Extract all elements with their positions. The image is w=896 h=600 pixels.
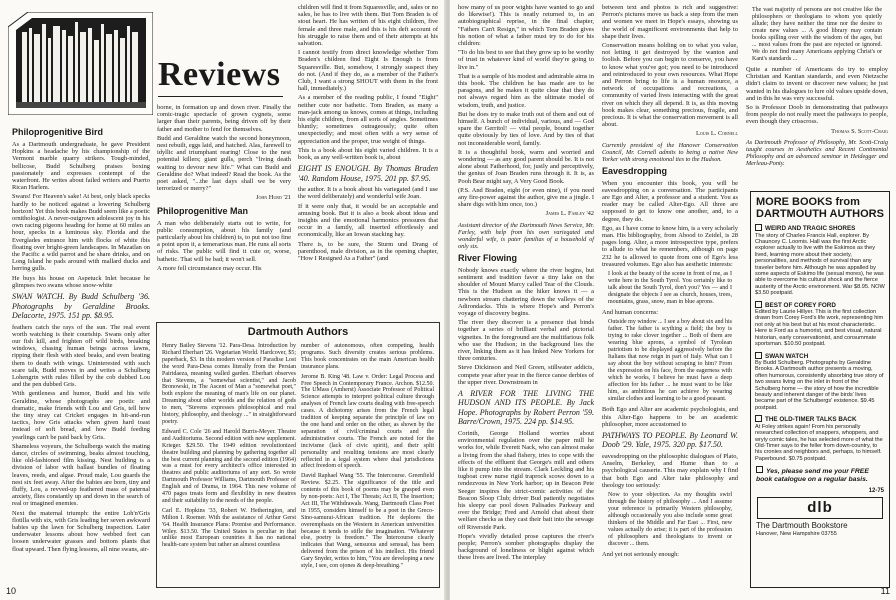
paragraph: eavesdropping on the philosophic dialogues of Plato, Anselm, Berkeley, and Hume than to a psychological causerie. This may explain why I find that both Ego and Alter take philosophy and theology too seriously: [602, 452, 738, 489]
ad-title: MORE BOOKS from DARTMOUTH AUTHORS [756, 196, 884, 220]
author-entry: David Raphael Wang '55. The Intercourse. Greenfield Review. $2.25. The significance of the title and contents of this book of poems may be grasped even by non-poets: Act I, The Threats; Act II, The Insertion; Act III, The Withdrawals. Wang, Dartmouth Class Poet in 1955, considers himself to be a poet in the Greco-Sino-samurai-African tradition. He deplores the overemphasis on the Western in American universities because it tends to stifle the imagination. "Whatever else, poetry is freedom." The Intercourse clearly indicates that Wang, sensuous and sensual, has been delivered from the prison of his intellect. His friend Gary Snyder, writes to him, "You are developing a new style, I see, con ojones & deep-breathing." [301, 473, 434, 570]
ad-closing-text: Yes, please send me your FREE book catalogue on a regular basis. [756, 468, 869, 484]
review-heading: Eavesdropping [602, 165, 668, 176]
ad-book-title: BEST OF COREY FORD [765, 301, 836, 309]
paragraph: He buys his house on Aspetuck Inlet because he glimpses two swans whose snow-white [12, 274, 150, 289]
right-column-1 [458, 4, 594, 564]
box-title: Dartmouth Authors [247, 326, 349, 338]
authors-left-column [162, 343, 296, 552]
paragraph: And yet not seriously enough: [602, 550, 680, 558]
author-entry: Jerome B. King '48. Law v. Order: Legal Process and Free Speech in Contemporary France. Archon. $12.50. The UMass (Amherst) Associate Professor of Political Science attempts to interpret political culture through analyses of French law courts dealing with free-speech cases. A dichotomy arises from the French legal tradition of keeping separate the principle of law on the one hand and order on the other, as shown by the separation of civil/criminal courts and the administrative courts. The French are noted for the incivisme (lack of civic spirit), and their split personality and resulting tensions are most clearly reflected in a legal system where dual jurisdictions affect freedom of speech. [301, 373, 434, 470]
ad-closing[interactable] [756, 466, 884, 484]
title-rule [158, 96, 283, 97]
logo-lettering: dlb [807, 499, 833, 517]
paragraph: between text and photos is rich and suggestive: Perron's pictures move us back a step from the men and women we meet in Hope's essays, showing us the world of magnificent environments that help to shape their lives. [602, 4, 738, 40]
ad-book-text: Edited by Laurie Hillyer. This is the first collection drawn from Corey Ford's life work, representing him not only at his best but at his most characteristic. Here is Ford as a humorist, and best visual, natural historian, early conservationist, and consummate sportsman. $10.50 postpaid. [755, 309, 884, 348]
ad-book-title: SWAN WATCH [765, 352, 809, 360]
paragraph: A man who deliberately starts out to write, for public consumption, about his family (and particularly about his children) is, to put not too fine a point upon it, a temerarious man. He runs all sorts of risks. The public will find it cute or, worse, bathetic. That will be bad; it won't sell. [157, 219, 291, 263]
paragraph: If it were only that, it would be an acceptable and amusing book. But it is also a book about ideas and insights and the emotional harmonics pressures that occur in a family, all inserted effortlessly and economically, like an Iowan stacking hay. [298, 202, 438, 239]
page-number: 10 [6, 586, 17, 596]
reviews-header [8, 12, 283, 115]
left-column-3 [298, 4, 438, 318]
paragraph: When you encounter this book, you will be eavesdropping on a conversation. The participants are Ego and Alter, a professor and a student. You as reader may be called Alter-Ego. All three are supposed to get to know one another, and, to a degree, they do. [602, 179, 738, 223]
paragraph: Budd and Geraldine watch the second honeymoon, nest rebuilt, eggs laid, and hatched. Alas, farewell to idyllic and triumphant rearing! Close to the nest potential killers; giant gulls, perch "living death waiting to devour new life." What can Budd and Geraldine do? What indeed? Read the book. As the poet asked, "...the last days shall we be very terrorized or merry?" [157, 134, 291, 193]
paragraph: There is, to be sure, the Sturm und Drang of parenthood, male division, as in the opening chapter, "How I Resigned As a Father" (and [298, 240, 438, 263]
review-heading: Philoprogenitive Bird [12, 127, 104, 137]
paragraph: As a Dartmouth undergraduate, he gave President Hopkins a headache by his championship of the Vermont marble quarry strikers. Tough-minded, bellicose, Budd Schulberg praises boxing passionately and expresses contempt of the waterfront. He writes about failed writers and Puerto Rican Harlem. [12, 141, 150, 192]
paragraph: borne, in formation up and down river. Finally the comic-tragic spectacle of grown cygnets, some larger than their parents, being driven off by their father and mother to fend for themselves. [157, 104, 291, 133]
paragraph: A more fell circumstance may occur. His [157, 264, 262, 272]
bookstore-name: The Dartmouth Bookstore [756, 521, 848, 531]
left-page [0, 0, 446, 600]
paragraph: That is a sample of his modest and admirable aims in this book. The children he has made are to be paragons, and he makes it quite clear that they do not always regard him as the ultimate model of wisdom, truth, and justice. [458, 72, 594, 109]
paragraph: "To do his best to see that they grow up to be worthy of trust in whatever kind of world they're going to live in." [458, 49, 594, 71]
paragraph: children will find it from Squaresville, and, sales or no sales, he has to live with them. But Tom Braden is of stout heart. He has written of his eight children, five female and three male, and this is his deft account of his struggle to raise them and of their attempts at his salvation. [298, 4, 438, 48]
paragraph: Shameless voyeurs, the Schulbergs watch the mating dance, circles of swimming, beaks almost touching, like old-fashioned film kissing. Nest building is a division of labor with ballast bundles of floating leaves, reeds, and algae. Proud male, Lou guards the nest six feet away. After the babies are born, tiny and fluffy, Lou, a revved-up feathered mass of paternal anxiety, flies constantly up and down in the search of real or imagined enemies. [12, 442, 150, 508]
paragraph: And human concerns: [602, 309, 659, 317]
bookstore-logo [757, 497, 883, 519]
paragraph: Ego, as I have come to know him, is a very scholarly man. His bibliography, from Abood to Zeidel, is 28 pages long. Alter, a more introspective type, prefers to allude to what he remembers, although on page 232 he is allowed to quote from one of Ego's less treasured volumes. Ego also has aesthetic interests: [602, 224, 738, 268]
author-entry: Edward C. Cole '26 and Harold Burris-Meyer. Theatre and Auditoriums. Second edition with new supplement. Krieger. $29.50. The 1949 edition revolutionized theatre building and planning by gathering together all the best current planning and the second edition (1964) was a must for every architect's office interested in theatres and public auditoriums of any sort. So wrote Dartmouth Professor Williams, Dartmouth Professor of English and of Drama, in 1964. This new volume of 470 pages treats form and flexibility in new theatres and their suitability to the needs of the people. [162, 428, 296, 504]
block-quote: The vast majority of persons are not creative like the philosophers or theologians to whom you quietly allude; they have neither the time nor the desire to create new values ... A good library may contain books spilling over with the wisdom of the ages, but ... most values from the past are rejected or ignored. We do not find many Americans applying Christ's or Kant's standards ... [752, 7, 882, 62]
reviewer-signature: Louis L. Cornell [696, 130, 738, 138]
ad-book-text: The story of Charles Francis Hall, explorer. By Chauncey C. Loomis. Hall was the first Arctic explorer actually to live with the Eskimos as they lived, learning more about their society, personalities, and methods of survival than any traveler before him. Although he was appalled by some aspects of Eskimo life (sexual mores), he was able to overcome his cultural shock and the fierce austerity of the Arctic environment. War $8.95. NOW $3.50 postpaid. [755, 232, 885, 297]
more-books-ad [750, 191, 890, 588]
left-column-1 [12, 125, 150, 555]
book-citation: PATHWAYS TO PEOPLE. By Leonard W. Doob '29. Yale, 1975. 320 pp. $17.50. [602, 430, 738, 450]
book-citation: SWAN WATCH. By Budd Schulberg '36. Photographs by Geraldine Brooks. Delacorte, 1975. 151 pp. $8.95. [12, 292, 150, 321]
paragraph: It is a thoughtful book, warm and worried and wondering — as any good parent should be. It is not alone about Fatherhood, for, justly and perceptively, the genius of Joan Braden runs through it. It is, as Pooh Bear might say, A Very Good Book. [458, 148, 594, 185]
paragraph: With gentleness and humor, Budd and his wife Geraldine, whose photographs are poetic and dramatic, make friends with Lou and Gris, tell how the tiny stray cat Cricket engages in hit-and-run tactics, how Gris attacks when given hard toast instead of soft bread, and how Budd feeding yearlings can't be paid back by Gris. [12, 390, 150, 441]
author-entry: Henry Bailey Stevens '12. Para-Desa. Introduction by Richard Eberhart '26. Vegetarian World. Hardcover, $5; paperback, $3. In this modern version of Paradise Lost the word Para-Desa comes literally from the Persian Pairidaeza, meaning walled garden. Eberhart observes that Stevens, a "somewhat scientist," and Jacob Bronowski, in The Ascent of Man a "somewhat poet," both explore the meaning of man's life on our planet. Dreaming about other worlds and the relation of gods to men, "Stevens expresses philosophical and real history, philosophy, and theology ..." in straightforward poetry. [162, 343, 296, 425]
reviewer-note: As Dartmouth Professor of Philosophy, Mr. Scott-Craig taught courses in Aesthetics and Recent Continental Philosophy and an advanced seminar in Heidegger and Merleau-Ponty. [746, 138, 888, 167]
left-column-2 [157, 104, 291, 274]
ad-book-item[interactable] [755, 352, 885, 412]
right-column-3 [746, 4, 888, 170]
block-quote: I look at the beauty of the scene in front of me, as I write here in the South Tyrol. You certainly like to talk about the South Tyrol, don't you? Yes — and I designate the objects I see as church, houses, trees, mountains, grass, snow, man in blue aprons. [608, 271, 732, 306]
authors-right-column [301, 343, 434, 573]
paragraph: But he does try to make truth out of them and out of himself. A bunch of individual, various, and — God spare the Gerritol! — vital people, bound together quite obviously by ties of love. And by ties of that not inconsiderable word, family. [458, 110, 594, 147]
ad-book-title: THE OLD-TIMER TALKS BACK [765, 416, 857, 424]
paragraph: As a member of the reading public, I found "Eight" neither cute nor bathetic. Tom Braden, as many a man-jack among us knows, comes at things, including his eight children, from all sorts of angles. Sometimes bluntly; sometimes outrageously; quite often unexpectedly; and most often with a wry sense of appreciation and the proper, true weight of things. [298, 94, 438, 145]
bookstore-address: Hanover, New Hampshire 03755 [756, 531, 837, 538]
paragraph: Both Ego and Alter are academic psychologists, and this Alter-Ego happens to be an academic philosopher, more accustomed to [602, 406, 738, 428]
dartmouth-authors-box [156, 322, 440, 588]
section-title: Reviews [158, 56, 281, 93]
paragraph: Hope's vividly detailed prose captures the river's people; Perron's somber photographs display the background of loneliness or blight against which these lives are lived. The interplay [458, 532, 594, 562]
reviewer-signature: John Hurd '21 [256, 194, 291, 202]
ad-code: 12-75 [868, 488, 884, 495]
ad-book-item[interactable] [755, 301, 885, 348]
reviewer-note: Assistant director of the Dartmouth News Service, Mr. Farley, with help from his own variegated and wonderful wife, is pater familias of a household of only six. [458, 221, 594, 250]
paragraph: This is a book about his eight varied children. It is a book, as any well-written book is, about [298, 146, 438, 162]
paragraph: I cannot testify from direct knowledge whether Tom Braden's children find Eight Is Enough is from Squaresville. But, somehow, I strongly suspect they do not. (And if they do, as a member of the Father's Club, I want a strong SHOUT with them in the front hall, immediately.) [298, 49, 438, 93]
paragraph: The river they discover is a presence that binds together a series of brilliant verbal and pictorial vignettes. In the foreground are the multifarious folk who use the Hudson; in the background lies the river, linking them as it has linked New Yorkers for three centuries. [458, 319, 594, 363]
right-page [450, 0, 896, 600]
reviewer-signature: Thomas S. Scott-Craig [831, 127, 888, 135]
bookshelf-illustration [8, 12, 153, 115]
block-quote: Now to your objection. As my thoughts swirl through the history of philosophy ... And I assume your reference is primarily Western philosophy, although occasionally you also include some great thinkers of the Middle and Far East ... First, new values actually do arise; it is part of the profession of philosophers and theologians to invent or discover ... them. [608, 491, 732, 547]
checkbox-icon[interactable] [755, 224, 762, 231]
paragraph: So is Professor Doob in demonstrating that pathways from people do not really meet the pathways to people, even though they crisscross. [746, 104, 888, 126]
paragraph: Corinth, George Holland worries about environmental regulation over the paper mill he works for, while Everett Nack, who can almost make a living from the shad fishery, tries to cope with the effects of the effluent that George's mill and others like it pump into the stream. Clark Leckling and his tugboat crew nurse rigid traprock scows down to a rendezvous in New York harbor; up in Beacon Pete Seeger inspires the strict-comic activities of the Beacon Sloop Club; driver Bud patiently negotiates his sleepy car pool down Palisades Parkway and over the Bridge; Fred and Arnold chat about their welfare checks as they cast their bait into the sewage off Riverside Park. [458, 429, 594, 531]
review-heading: Philoprogenitive Man [157, 205, 249, 216]
paragraph: Steve Dickinson and Neil Green, stillwater addicts, compete year after year in the fierce canoe derbies of the upper river. Downstream in [458, 364, 594, 386]
paragraph: Conservation means holding on to what you value, not letting it get destroyed by the wanton and foolish. Before you can begin to conserve, you have to know what you've got; you need to be introduced and reintroduced to your own resources. What Hope and Perron bring to life is a human resource, a network of occupations and recreations, a community of varied lives interacting with the great river on which they all depend. It is, as this moving book makes clear, something precious, fragile, and precious. It is what the conservation movement is all about. [602, 42, 738, 129]
reviewer-note: Currently president of the Hanover Conservation Council, Mr. Cornell admits to being a native New Yorker with strong emotional ties to the Hudson. [602, 141, 738, 163]
checkbox-icon[interactable] [756, 466, 763, 473]
paragraph: Nobody knows exactly where the river begins, but sentiment and tradition favor a tiny lake on the shoulder of Mount Marcy called Tear of the Clouds. This is the Hudson as the hiker knows it — a newborn stream chattering down the valleys of the Adirondacks. This is where Hope's and Perron's voyage of discovery begins. [458, 266, 594, 317]
paragraph: (P.S. And Braden, eight (or even nine), if you need any fire-power against the author, give me a jingle. I share digs with him once, too.) [458, 186, 594, 209]
review-heading: River Flowing [458, 252, 518, 263]
author-entry: number of autonomous, often competing, health programs. Such diversity creates serious problems. This book concentrates on the main American health insurance plans. [301, 343, 434, 370]
checkbox-icon[interactable] [755, 301, 762, 308]
paragraph: feathers catch the rays of the sun. The real event worth watching is their courtship. Swans only after our fish kill, and frighten off wild birds, breaking windows, chasing human beings across lawns, ripping their flesh with steel beaks, and even beating them to death with wings. Uninterested with such scare talk, Budd moves in and writes a Schulberg Lohengrin with rules filled by the cob dubbed Lou and the pen dubbed Gris. [12, 323, 150, 389]
ad-book-text: At Foley strikes again! From his personally researched collection of snappers, whoppers, and wryly comic tales, he has selected more of what the Old-Timer says to the feller from down-country, to his cronies and neighbors and, perhaps, to himself. Paperbound. $0.75 postpaid. [755, 423, 883, 462]
book-citation: EIGHT IS ENOUGH. By Thomas Braden '40. Random House, 1975. 201 pp. $7.95. [298, 164, 438, 183]
paragraph: Next the maternal triumph: the entire Loh'n'Gris flotilla with six, with Gris leading her seven awkward babies up the lawn for Schulberg inspection. Later underwater lessons about how webbed feet can loosen underwater grasses and bottom plants that float upward. Then flying lessons, all nine swans, air- [12, 509, 150, 553]
paragraph: the author. It is a book about his variegated (and I use the word deliberately) and wonderful wife Joan. [298, 186, 438, 201]
author-entry: Carl E. Hopkins '33, Robert W. Hetherington, and Milton I. Roemer. With the assistance of Arthur Gerst '64. Health Insurance Plans: Promise and Performance. Wiley. $13.50. The United States is peculiar in that unlike most European countries it has no national health-care system but rather an almost countless [162, 507, 296, 549]
paragraph: Quite a number of Americans do try to employ Christian and Kantian standards, and even Nietzsche didn't claim to invent or discover new values; he just wanted in his dialogues to lure old values upside down, and in this he was very successful. [746, 66, 888, 102]
page-number: 11 [880, 586, 890, 596]
right-column-2 [602, 4, 738, 560]
paragraph: Swans! For Heaven's sake! At best, only black specks hardly to be noticed against a lowering Schulberg horizon! Yet this book makes Budd seem like a poetic ornithologist. A never-outgrown adolescent joy in his own racing pigeons heading for home at 60 miles an hour, specks in a luminous sky. Florida and the Everglades entrance him with flocks of white ibis floating over bright-green landscapes. In Mazatlan on the Pacific a wild parrot and he share drinks, and on Long Island he pads around with mallard ducks and herring gulls. [12, 193, 150, 273]
reviewer-signature: James L. Farley '42 [545, 210, 594, 218]
ad-book-item[interactable] [755, 415, 885, 462]
paragraph: how many of us poor wights have wanted to go and do likewise!). This is neatly returned to, in an autobiographical reprise, in the final chapter, "Fathers Can't Resign," in which Tom Braden gives his notion of what a father must try to do for his children: [458, 4, 594, 48]
ad-book-text: By Budd Schulberg. Photographs by Geraldine Brooks. A Dartmouth author presents a moving, often humorous, consistently absorbing true story of two swans living on the inlet in front of the Schulberg home — the story of how the incredible beauty and inherent danger of the birds' lives became part of the Schulbergs' existence. $9.45 postpaid. [755, 360, 884, 411]
checkbox-icon[interactable] [755, 415, 762, 422]
ad-book-item[interactable] [755, 224, 885, 297]
block-quote: Outside my window ... I see a boy about six and his father. The father is scything a field; the boy is trying to rake clover together ... Both of them are wearing blue aprons, a symbol of Tyrolean patriotism to be displayed aggressively before the Italians that now reign in part of Italy. What can I say about the boy without scraping to him? From the expression on his face, from the eagerness with which he works, I believe he must have a deep affection for his father ... he must want to be like him, as ambitious he can achieve by wearing similar clothes and learning to be a good peasant. [608, 319, 732, 403]
book-citation: A RIVER FOR THE LIVING THE HUDSON AND ITS PEOPLE. By Jack Hope. Photographs by Robert Perron '59. Barre/Crown, 1975. 224 pp. $14.95. [458, 388, 594, 427]
checkbox-icon[interactable] [755, 352, 762, 359]
ad-book-title: WEIRD AND TRAGIC SHORES [765, 225, 856, 232]
